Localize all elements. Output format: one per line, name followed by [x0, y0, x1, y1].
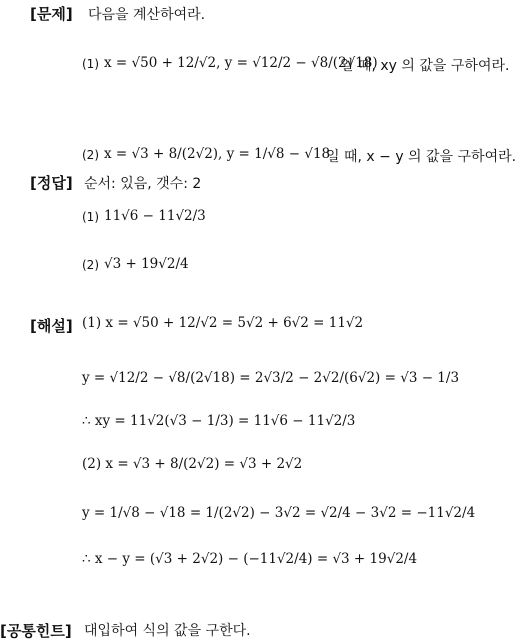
- solution-line-5: y = 1/√8 − √18 = 1/(2√2) − 3√2 = √2/4 − 3√2 = −11√2/4: [82, 505, 476, 521]
- solution-line-2: y = √12/2 − √8/(2√18) = 2√3/2 − 2√2/(6√2) = √3 − 1/3: [82, 370, 460, 386]
- answer-label: [정답]: [30, 174, 73, 192]
- solution-label: [해설]: [30, 317, 73, 335]
- problem-prompt: 다음을 계산하여라.: [88, 7, 206, 23]
- problem-item-1-tail: 일 때, xy 의 값을 구하여라.: [340, 58, 510, 74]
- solution-line-3: ∴ xy = 11√2(√3 − 1/3) = 11√6 − 11√2/3: [82, 413, 356, 429]
- answer-item-2-num: (2): [82, 258, 99, 272]
- answer-item-2-expr: √3 + 19√2/4: [104, 256, 189, 272]
- solution-line-6: ∴ x − y = (√3 + 2√2) − (−11√2/4) = √3 + 19√2/4: [82, 551, 418, 567]
- hint-label: [공통힌트]: [0, 622, 72, 640]
- solution-line-1: (1) x = √50 + 12/√2 = 5√2 + 6√2 = 11√2: [82, 315, 364, 331]
- problem-item-2-tail: 일 때, x − y 의 값을 구하여라.: [326, 149, 517, 165]
- solution-line-4: (2) x = √3 + 8/(2√2) = √3 + 2√2: [82, 456, 303, 472]
- problem-item-1-num: (1): [82, 57, 99, 71]
- problem-item-2-num: (2): [82, 148, 99, 162]
- hint-text: 대입하여 식의 값을 구한다.: [84, 623, 251, 639]
- problem-item-1-expr: x = √50 + 12/√2, y = √12/2 − √8/(2√18): [104, 55, 378, 71]
- answer-item-1-num: (1): [82, 210, 99, 224]
- problem-item-2-expr: x = √3 + 8/(2√2), y = 1/√8 − √18: [104, 146, 331, 162]
- answer-item-1-expr: 11√6 − 11√2/3: [104, 208, 206, 224]
- answer-note: 순서: 있음, 갯수: 2: [84, 176, 202, 192]
- problem-label: [문제]: [30, 5, 73, 23]
